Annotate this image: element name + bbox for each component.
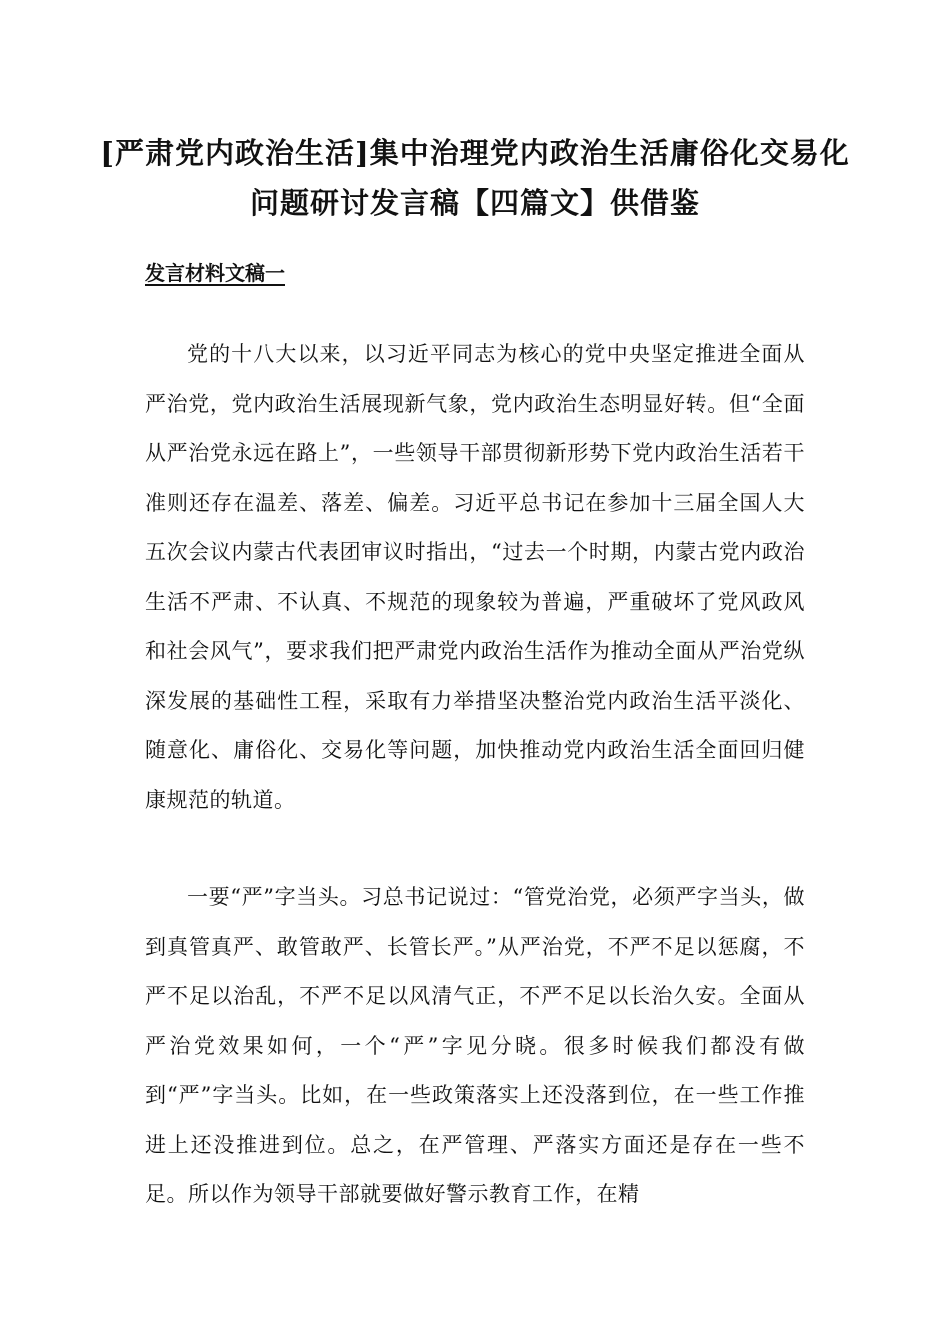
section-heading: 发言材料文稿一	[145, 261, 285, 285]
document-title: [严肃党内政治生活]集中治理党内政治生活庸俗化交易化问题研讨发言稿【四篇文】供借鉴	[100, 136, 850, 220]
body-paragraph-2: 一要“严”字当头。习总书记说过：“管党治党，必须严字当头，做到真管真严、敢管敢严、长管长严。”从严治党，不严不足以惩腐，不严不足以治乱，不严不足以风清气正，不严不足以长治久安。全面从严治党效果如何，一个“严”字见分晓。很多时候我们都没有做到“严”字当头。比如，在一些政策落实上还没落到位，在一些工作推进上还没推进到位。总之，在严管理、严落实方面还是存在一些不足。所以作为领导干部就要做好警示教育工作，在精	[145, 885, 805, 1206]
body-paragraph-1: 党的十八大以来，以习近平同志为核心的党中央坚定推进全面从严治党，党内政治生活展现新气象，党内政治生态明显好转。但“全面从严治党永远在路上”，一些领导干部贯彻新形势下党内政治生活若干准则还存在温差、落差、偏差。习近平总书记在参加十三届全国人大五次会议内蒙古代表团审议时指出，“过去一个时期，内蒙古党内政治生活不严肃、不认真、不规范的现象较为普遍，严重破坏了党风政风和社会风气”，要求我们把严肃党内政治生活作为推动全面从严治党纵深发展的基础性工程，采取有力举措坚决整治党内政治生活平淡化、随意化、庸俗化、交易化等问题，加快推动党内政治生活全面回归健康规范的轨道。	[145, 342, 805, 812]
